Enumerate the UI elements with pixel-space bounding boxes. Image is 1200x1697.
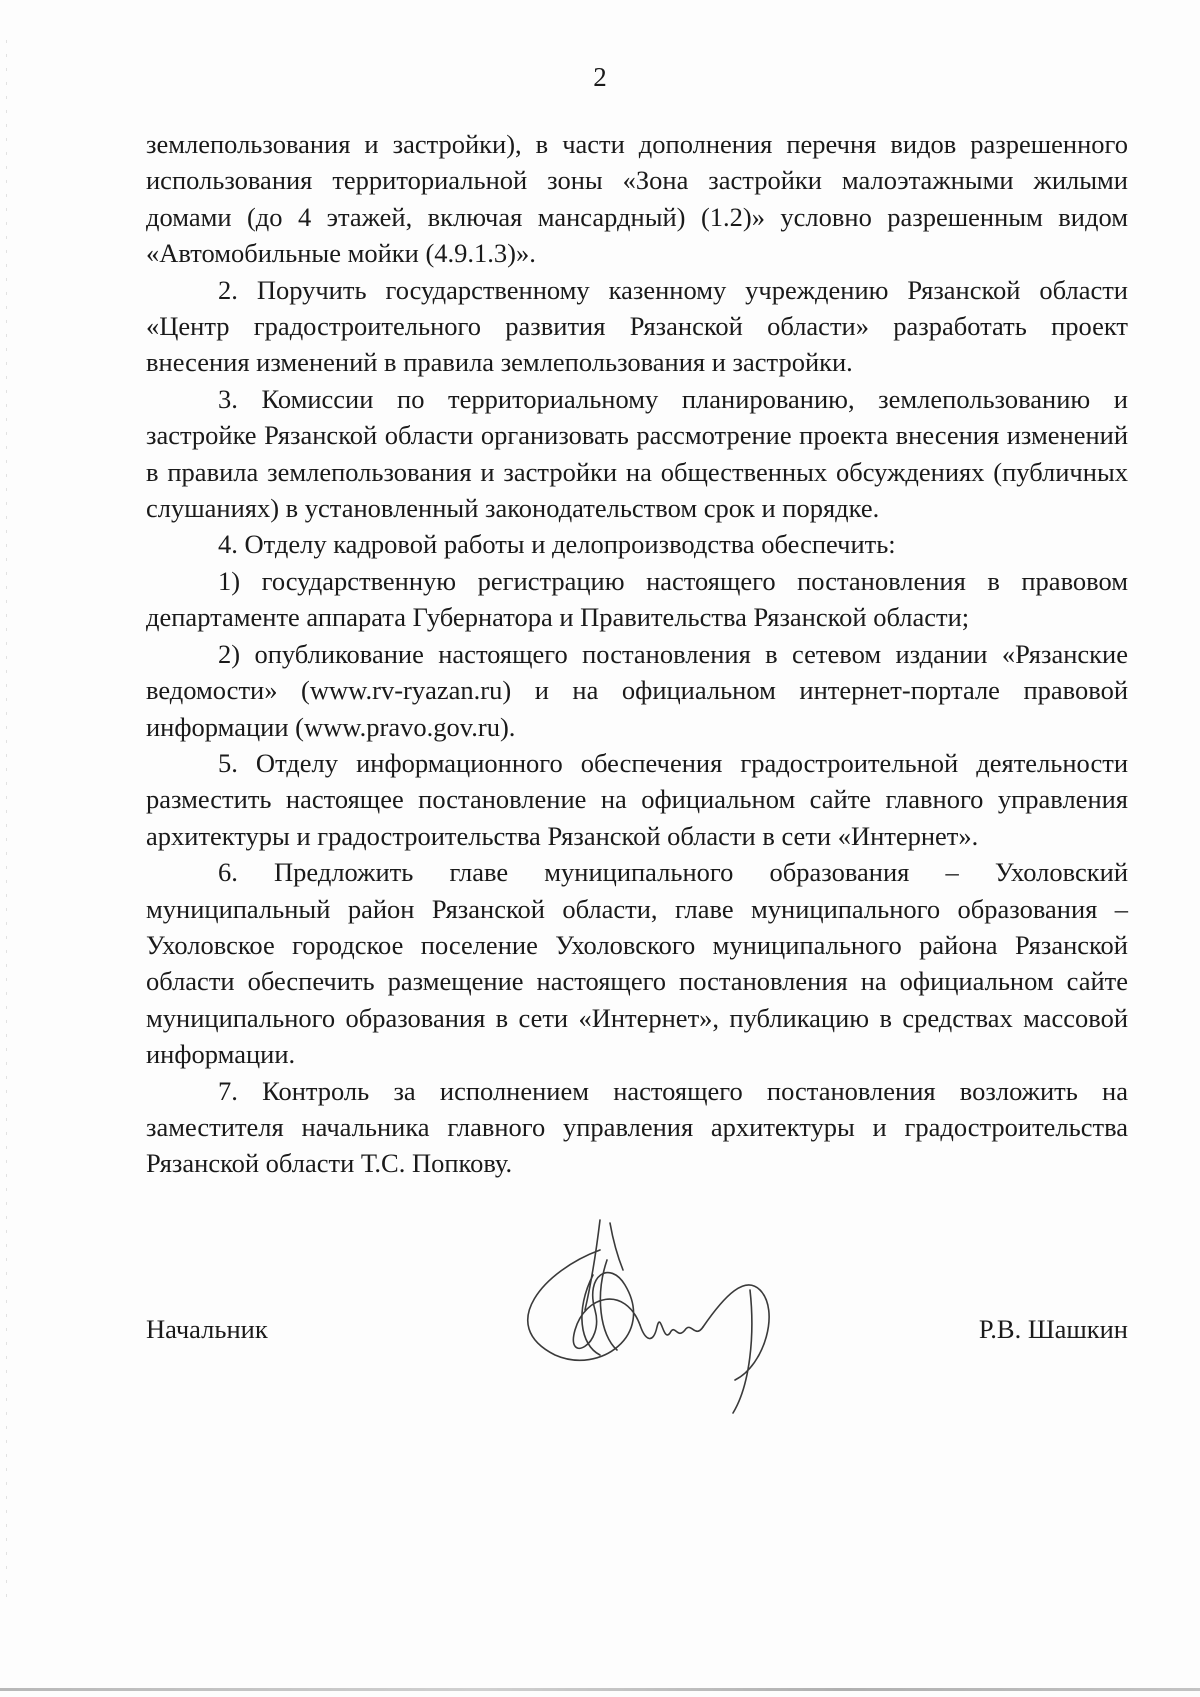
signatory-title: Начальник — [146, 1314, 268, 1344]
paragraph-item-2: 2. Поручить государственному казенному учреждению Рязанской области «Центр градостроительного развития Рязанской области» разработать проект внесения изменений в правила землепользования и застройки. — [146, 274, 1128, 378]
paragraph-item-5: 5. Отделу информационного обеспечения градостроительной деятельности разместить настоящее постановление на официальном сайте главного управления архитектуры и градостроительства Рязанской области в сети «Интернет». — [146, 747, 1128, 851]
paragraph-subitem-2: 2) опубликование настоящего постановления в сетевом издании «Рязанские ведомости» (www.rv-ryazan.ru) и на официальном интернет-портале правовой информации (www.pravo.gov.ru). — [146, 638, 1128, 742]
scan-edge-bottom — [0, 1688, 1200, 1691]
paragraph-subitem-1: 1) государственную регистрацию настоящего постановления в правовом департаменте аппарата Губернатора и Правительства Рязанской области; — [146, 565, 1128, 633]
paragraph-item-3: 3. Комиссии по территориальному планированию, землепользованию и застройке Рязанской области организовать рассмотрение проекта внесения изменений в правила землепользования и застройки на общественных обсуждениях (публичных слушаниях) в установленный законодательством срок и порядке. — [146, 383, 1128, 524]
signatory-name: Р.В. Шашкин — [978, 1314, 1128, 1344]
paragraph-item-7: 7. Контроль за исполнением настоящего постановления возложить на заместителя начальника главного управления архитектуры и градостроительства Рязанской области Т.С. Попкову. — [146, 1075, 1128, 1179]
paragraph-item-6: 6. Предложить главе муниципального образования – Ухоловский муниципальный район Рязанской области, главе муниципального образования – Ухоловское городское поселение Ухоловского муниципального района Рязанской области обеспечить размещение настоящего постановления на официальном сайте муниципального образования в сети «Интернет», публикацию в средствах массовой информации. — [146, 857, 1128, 1070]
scan-edge-left — [6, 40, 7, 1600]
paragraph-item-4: 4. Отделу кадровой работы и делопроизводства обеспечить: — [218, 529, 896, 560]
document-body — [146, 126, 1128, 1182]
paragraph-continuation: землепользования и застройки), в части дополнения перечня видов разрешенного использования территориальной зоны «Зона застройки малоэтажными жилыми домами (до 4 этажей, включая мансардный) (1.2)» условно разрешенным видом «Автомобильные мойки (4.9.1.3)». — [146, 129, 1128, 269]
signature-block — [146, 1314, 1128, 1354]
page-number: 2 — [593, 62, 607, 92]
